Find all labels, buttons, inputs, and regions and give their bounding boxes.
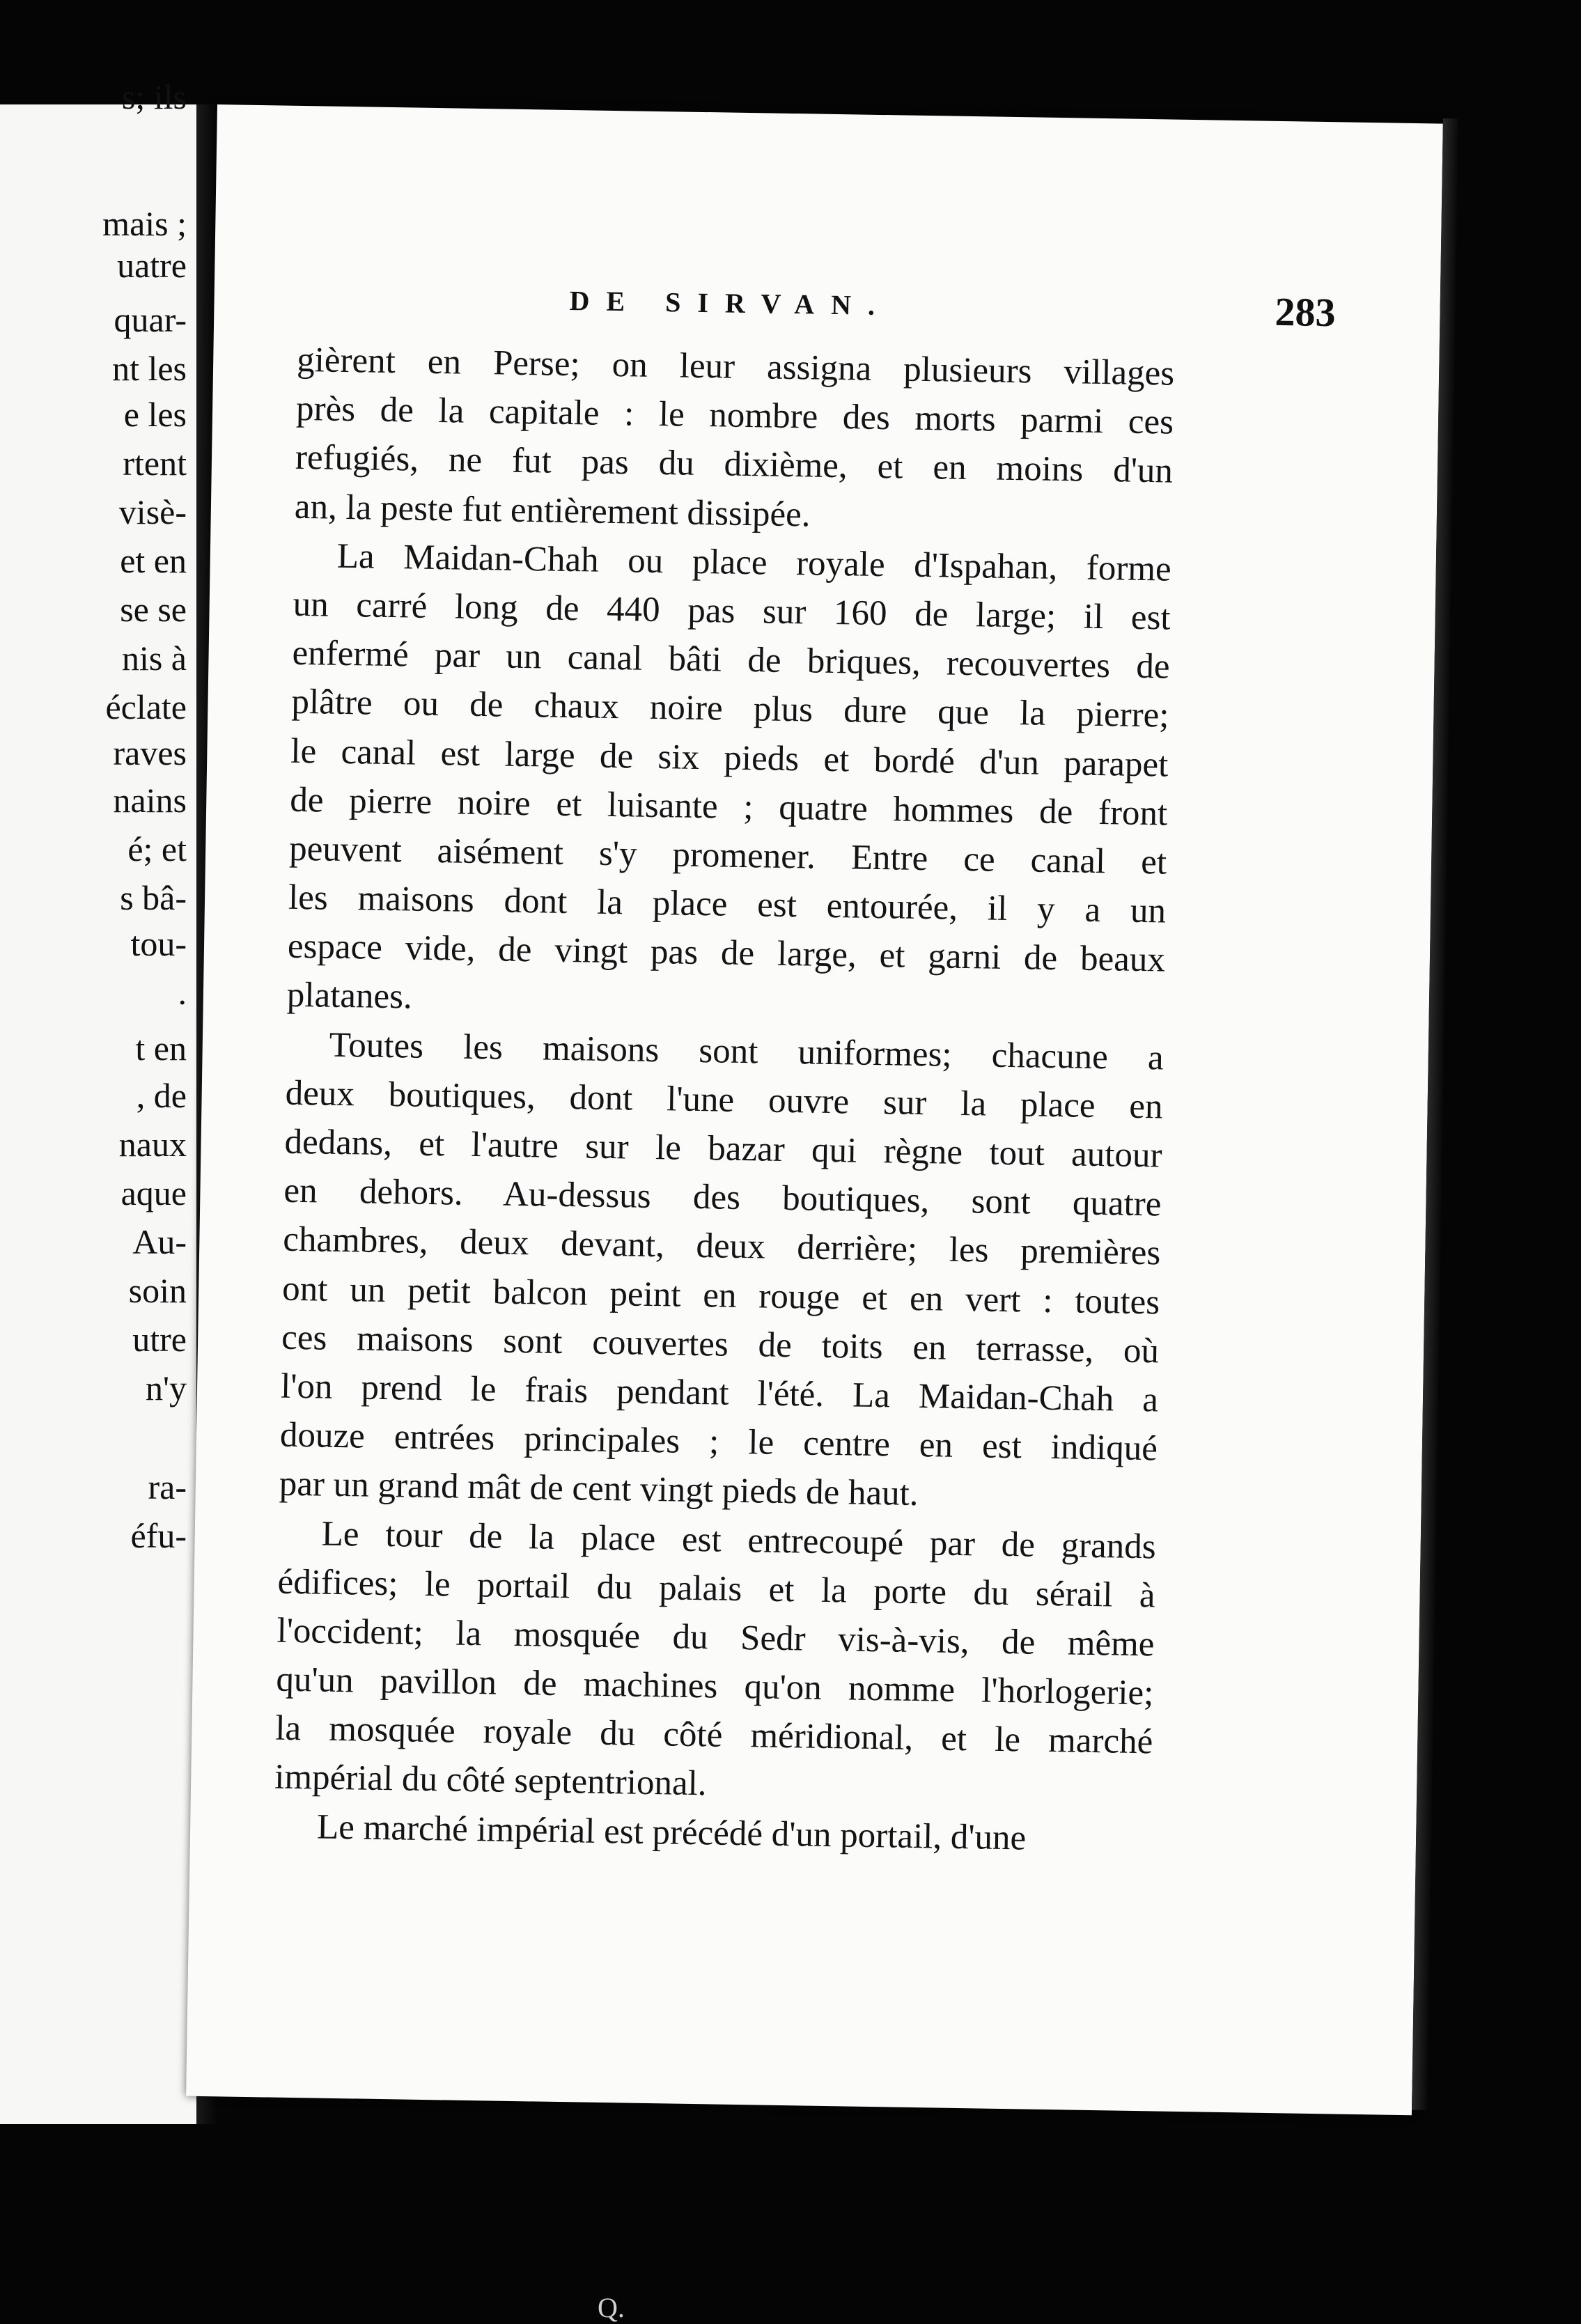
previous-page-line-end: nis à (121, 639, 187, 678)
text-line: par un grand mât de cent vingt pieds de haut. (279, 1464, 919, 1514)
text-line: plâtre ou de chaux noire plus dure que la pierre; (291, 683, 1169, 735)
previous-page-line-end: é; et (127, 829, 187, 868)
previous-page-line-end: nains (113, 781, 187, 820)
previous-page-line-end: soin (128, 1271, 187, 1310)
previous-page-line-end: uatre (117, 246, 187, 285)
previous-page-line-end: , de (136, 1076, 187, 1115)
previous-page-line-end: visè- (118, 492, 187, 531)
previous-page-line-end: éclate (105, 687, 187, 726)
paragraph (274, 1508, 1156, 1816)
previous-page-line-end: n'y (145, 1368, 187, 1407)
text-line: un carré long de 440 pas sur 160 de large; il est (293, 584, 1171, 638)
text-line: dedans, et l'autre sur le bazar qui règne tout autour (284, 1122, 1162, 1176)
text-line: espace vide, de vingt pas de large, et garni de beaux (287, 926, 1166, 980)
page-number: 283 (1275, 288, 1337, 336)
text-line: ont un petit balcon peint en rouge et en vert : toutes (281, 1269, 1160, 1323)
page-body-text (274, 336, 1175, 1864)
previous-page-line-end: s bâ- (120, 878, 187, 917)
text-line: Le tour de la place est entrecoupé par de grands (321, 1514, 1157, 1566)
text-line: près de la capitale : le nombre des morts parmi ces (295, 389, 1174, 442)
previous-page-fragment (0, 77, 196, 2124)
running-head (214, 279, 1440, 347)
text-line: platanes. (286, 976, 413, 1017)
text-line: gièrent en Perse; on leur assigna plusieurs villages (296, 340, 1175, 393)
text-line: an, la peste fut entièrement dissipée. (294, 487, 811, 535)
book-page (186, 104, 1443, 2115)
previous-page-line-end: se se (120, 590, 187, 629)
text-line: les maisons dont la place est entourée, il y a un (288, 878, 1167, 931)
text-line: chambres, deux devant, deux derrière; les premières (282, 1220, 1161, 1273)
previous-page-line-end: ra- (148, 1467, 187, 1506)
bottom-mark: Q. (598, 2292, 625, 2323)
paragraph (294, 336, 1174, 545)
text-line: qu'un pavillon de machines qu'on nomme l'horlogerie; (276, 1660, 1154, 1713)
previous-page-line-end: t en (135, 1029, 187, 1068)
text-line: de pierre noire et luisante ; quatre hommes de front (289, 780, 1168, 834)
previous-page-line-end: tou- (130, 924, 187, 963)
text-line: enfermé par un canal bâti de briques, recouvertes de (292, 633, 1170, 687)
previous-page-line-end: s; ils (121, 77, 187, 116)
text-line: en dehors. Au-dessus des boutiques, sont quatre (283, 1171, 1162, 1224)
paragraph (279, 1020, 1164, 1522)
running-title: DE SIRVAN. (569, 284, 892, 322)
previous-page-line-end: quar- (114, 300, 187, 339)
text-line: impérial du côté septentrional. (274, 1758, 707, 1804)
previous-page-line-end: et en (120, 541, 187, 580)
previous-page-line-end: nt les (112, 349, 187, 388)
paragraph (286, 531, 1171, 1034)
text-line: La Maidan-Chah ou place royale d'Ispahan, forme (336, 536, 1172, 589)
text-line: édifices; le portail du palais et la porte du sérail à (277, 1562, 1155, 1616)
text-line: Le marché impérial est précédé d'un portail, d'une (316, 1807, 1027, 1858)
previous-page-line-end: éfu- (130, 1516, 187, 1555)
text-line: ces maisons sont couvertes de toits en terrasse, où (281, 1318, 1160, 1371)
previous-page-line-end: aque (120, 1173, 187, 1212)
text-line: la mosquée royale du côté méridional, et le marché (274, 1708, 1153, 1762)
previous-page-line-end: mais ; (102, 204, 187, 243)
previous-page-line-end: rtent (123, 444, 187, 483)
text-line: peuvent aisément s'y promener. Entre ce canal et (288, 829, 1167, 882)
previous-page-line-end: Au- (132, 1222, 187, 1261)
text-line: Toutes les maisons sont uniformes; chacune a (329, 1025, 1165, 1078)
text-line: refugiés, ne fut pas du dixième, et en moins d'un (295, 438, 1174, 491)
text-line: douze entrées principales ; le centre en est indiqué (279, 1415, 1158, 1469)
text-line: l'on prend le frais pendant l'été. La Maidan-Chah a (280, 1366, 1159, 1420)
previous-page-line-end: utre (132, 1320, 187, 1359)
previous-page-line-end: raves (113, 733, 187, 772)
previous-page-line-end: naux (118, 1125, 187, 1164)
text-line: l'occident; la mosquée du Sedr vis-à-vis, de même (277, 1611, 1155, 1664)
text-line: le canal est large de six pieds et bordé d'un parapet (290, 731, 1169, 785)
previous-page-line-end: . (178, 973, 187, 1012)
previous-page-line-end: e les (123, 395, 187, 434)
text-line: deux boutiques, dont l'une ouvre sur la place en (285, 1073, 1163, 1127)
